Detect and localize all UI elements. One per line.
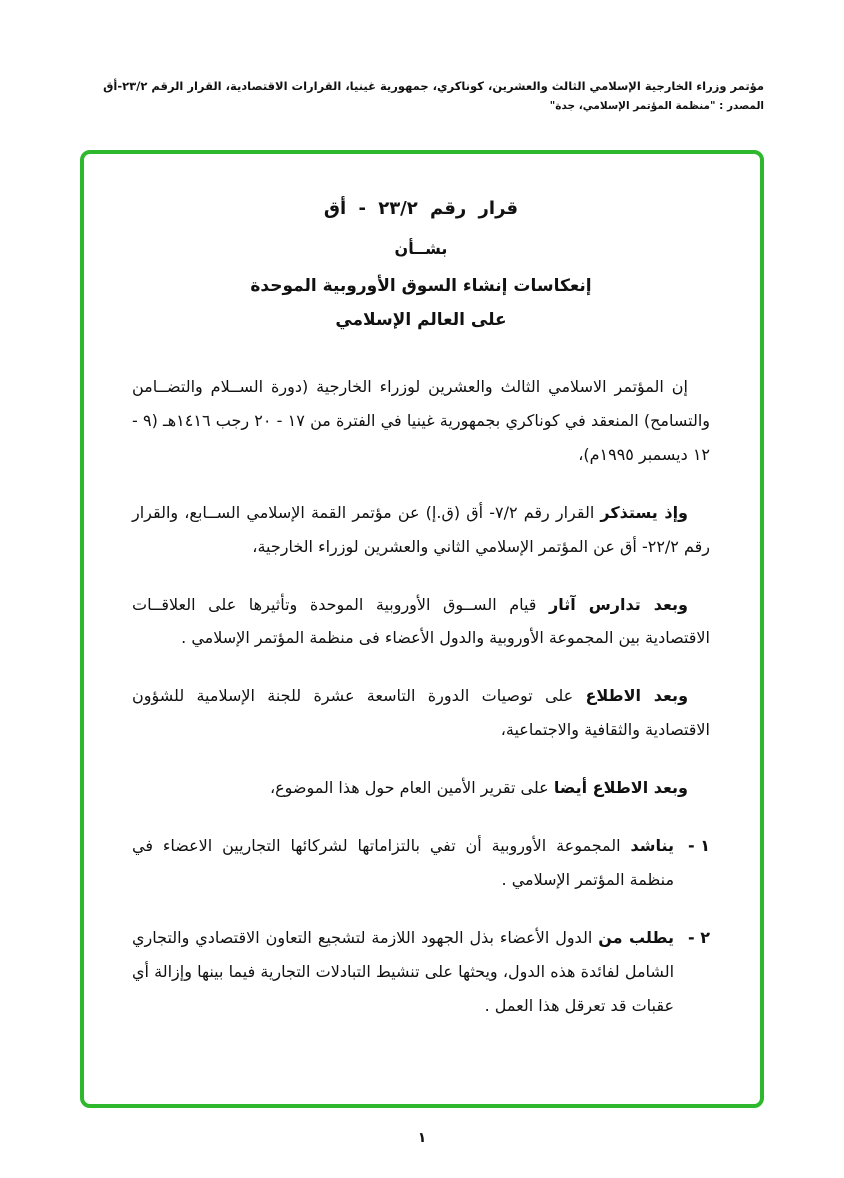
paragraph-text: قيام الســوق الأوروبية الموحدة وتأثيرها على العلاقــات الاقتصادية بين المجموعة الأوروبية والدول الأعضاء فى منظمة المؤتمر الإسلامي . <box>132 594 710 648</box>
paragraph-text: إن المؤتمر الاسلامي الثالث والعشرين لوزراء الخارجية (دورة الســلام والتضــامن والتسامح) المنعقد في كوناكري بجمهورية غينيا في الفترة من ١٧ - ٢٠ رجب ١٤١٦هـ (٩ - ١٢ ديسمبر ١٩٩٥م)، <box>132 377 711 464</box>
recalling-paragraph <box>132 496 710 564</box>
preamble-paragraph <box>132 370 710 472</box>
paragraph-text: على توصيات الدورة التاسعة عشرة للجنة الإسلامية للشؤون الاقتصادية والثقافية والاجتماعية، <box>132 686 710 740</box>
resolution-content <box>84 154 760 1104</box>
item-body: المجموعة الأوروبية أن تفي بالتزاماتها لشركائها التجاريين الاعضاء في منظمة المؤتمر الإسلامي . <box>132 836 675 889</box>
source-citation-header <box>80 78 764 112</box>
header-citation-line: مؤتمر وزراء الخارجية الإسلامي الثالث والعشرين، كوناكري، جمهورية غينيا، القرارات الاقتصادية، القرار الرقم ٢٣/٢-أق <box>103 79 764 93</box>
considering-paragraph <box>132 588 710 656</box>
item-number: ٢ - <box>688 927 710 947</box>
highlight-frame <box>80 150 764 1108</box>
item-lead: يناشد <box>630 836 675 856</box>
item-lead: يطلب من <box>598 927 675 947</box>
paragraph-lead: وبعد الاطلاع أيضا <box>553 778 688 798</box>
resolution-number-title: قرار رقم ٢٣/٢ - أق <box>323 198 519 219</box>
item-body: الدول الأعضاء بذل الجهود اللازمة لتشجيع التعاون الاقتصادي والتجاري الشامل لفائدة هذه الدول، ويحثها على تنشيط التبادلات التجارية فيما بينها وإزالة أي عقبات قد تعرقل هذا العمل . <box>132 927 675 1015</box>
noting-also-paragraph <box>132 771 710 805</box>
resolution-subject-line2: على العالم الإسلامي <box>335 310 507 330</box>
operative-item-1 <box>132 829 710 897</box>
paragraph-text: القرار رقم ٧/٢- أق (ق.إ) عن مؤتمر القمة الإسلامي الســابع، والقرار رقم ٢٢/٢- أق عن المؤتمر الإسلامي الثاني والعشرين لوزراء الخارجية، <box>132 502 710 556</box>
paragraph-lead: وبعد تدارس آثار <box>549 594 689 614</box>
resolution-subject-line1: إنعكاسات إنشاء السوق الأوروبية الموحدة <box>250 276 592 296</box>
paragraph-lead: وبعد الاطلاع <box>585 686 689 706</box>
resolution-body <box>132 370 710 1023</box>
page-number: ١ <box>417 1130 427 1146</box>
item-text <box>132 829 674 897</box>
operative-item-2 <box>132 921 710 1023</box>
resolution-regarding: بشــأن <box>394 239 448 258</box>
paragraph-text: على تقرير الأمين العام حول هذا الموضوع، <box>269 778 554 798</box>
header-source-line: المصدر : "منظمة المؤتمر الإسلامي، جدة" <box>549 100 764 113</box>
item-text <box>132 921 674 1023</box>
noting-paragraph <box>132 679 710 747</box>
paragraph-lead: وإذ يستذكر <box>600 502 688 522</box>
resolution-title-block <box>132 198 710 330</box>
item-number: ١ - <box>688 836 710 856</box>
